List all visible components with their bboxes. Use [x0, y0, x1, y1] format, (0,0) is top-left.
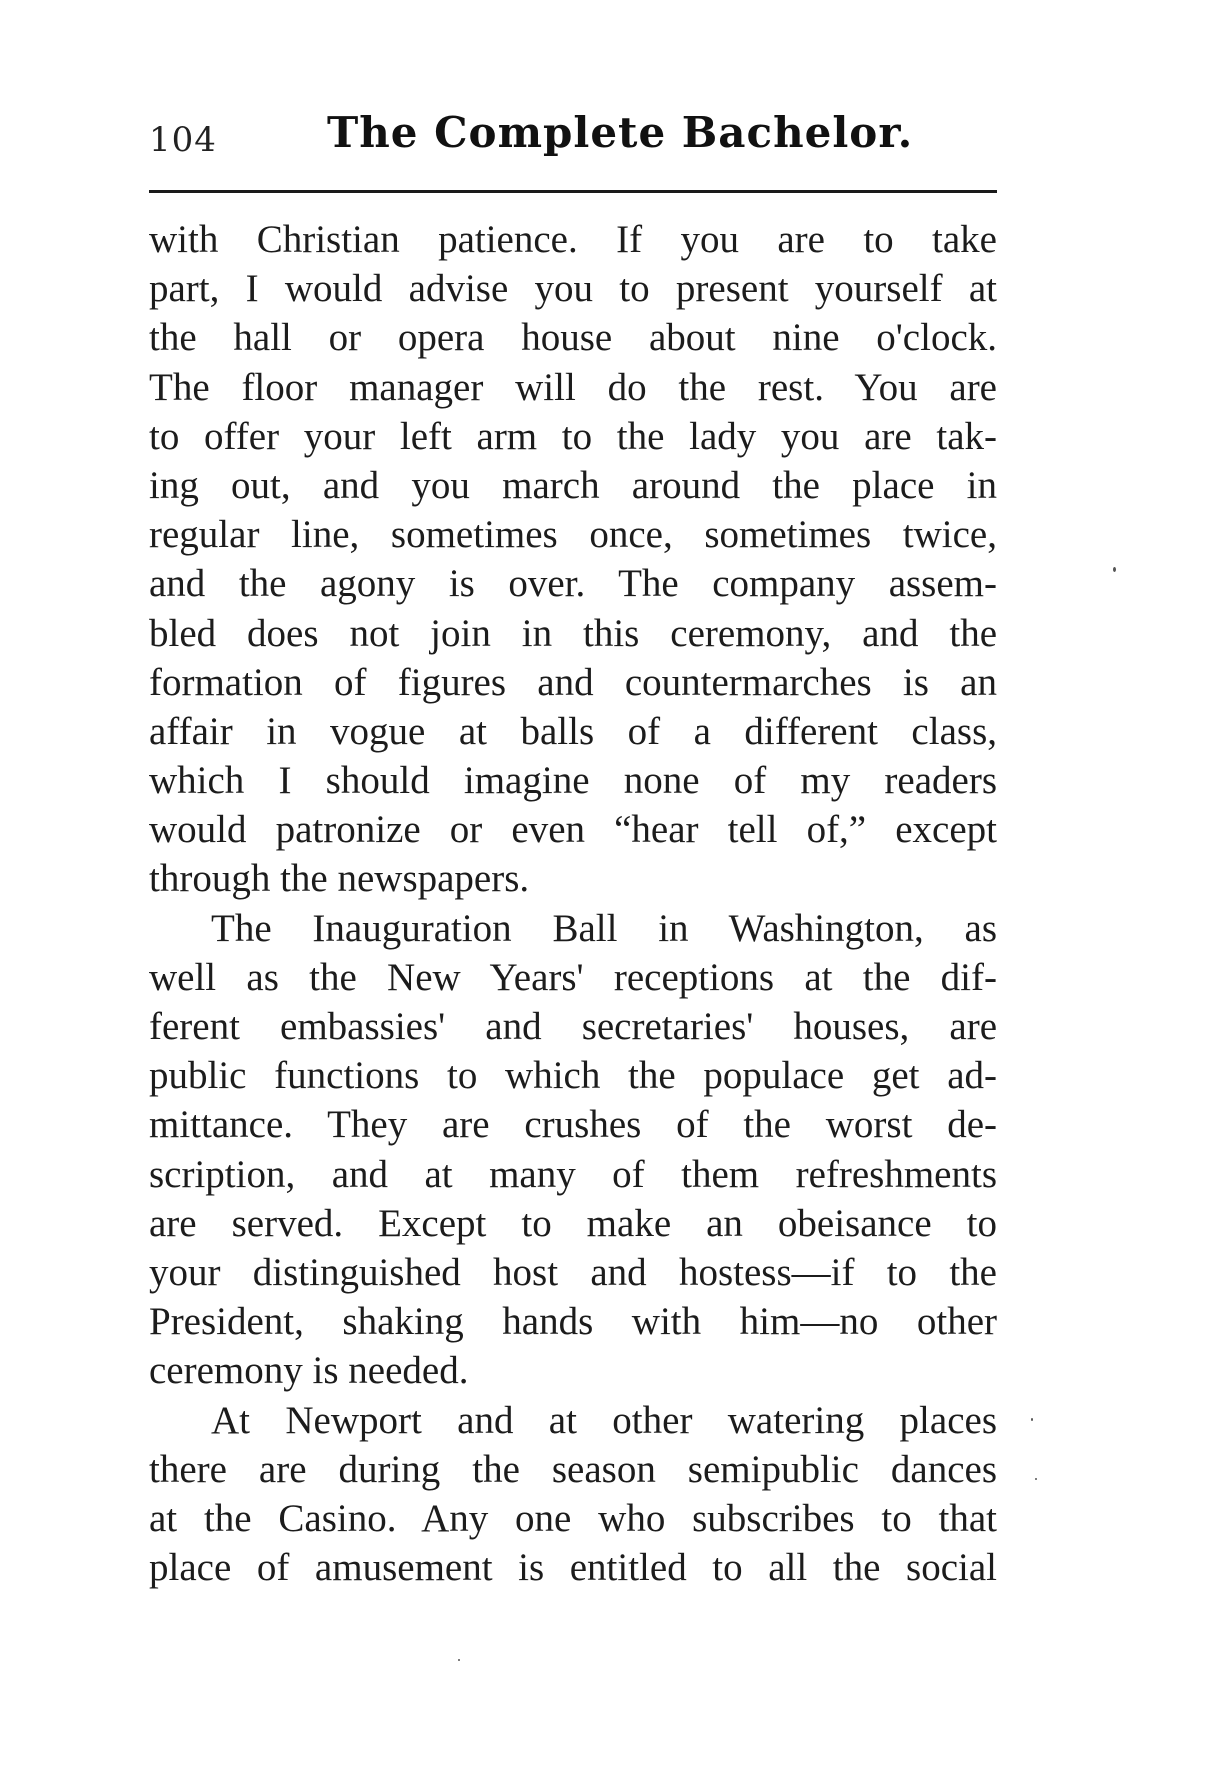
header-rule — [149, 190, 997, 193]
scan-speck — [458, 1659, 460, 1661]
scan-speck — [1113, 567, 1116, 572]
text-line: well as the New Years' receptions at the dif- — [149, 955, 997, 999]
text-line: regular line, sometimes once, sometimes twice, — [149, 513, 997, 557]
text-line: affair in vogue at balls of a different class, — [149, 709, 997, 753]
text-line: At Newport and at other watering places — [211, 1398, 997, 1442]
text-line: through the newspapers. — [149, 857, 530, 901]
paragraph-2 — [149, 904, 997, 1396]
text-line: the hall or opera house about nine o'clock. — [149, 316, 997, 360]
scan-speck — [1031, 1418, 1033, 1421]
page-number: 104 — [149, 120, 217, 160]
paragraph-3 — [149, 1396, 997, 1593]
text-line: and the agony is over. The company assem- — [149, 562, 997, 606]
text-line: mittance. They are crushes of the worst de- — [149, 1103, 997, 1147]
scan-speck — [1035, 1478, 1037, 1480]
text-line: ing out, and you march around the place in — [149, 463, 997, 507]
text-line: are served. Except to make an obeisance to — [149, 1201, 997, 1245]
text-line: President, shaking hands with him—no other — [149, 1300, 997, 1344]
text-line: with Christian patience. If you are to take — [149, 218, 997, 261]
text-line: formation of figures and countermarches is an — [149, 660, 997, 704]
text-line: ferent embassies' and secretaries' houses, are — [149, 1005, 997, 1048]
text-line: which I should imagine none of my readers — [149, 759, 997, 803]
text-line: at the Casino. Any one who subscribes to that — [149, 1496, 997, 1540]
paragraph-1 — [149, 215, 997, 904]
running-title: The Complete Bachelor. — [327, 108, 914, 157]
text-line: your distinguished host and hostess—if to the — [149, 1250, 997, 1294]
text-line: The floor manager will do the rest. You are — [149, 365, 997, 409]
text-line: scription, and at many of them refreshments — [149, 1152, 997, 1196]
text-line: part, I would advise you to present yourself at — [149, 267, 997, 311]
text-line: ceremony is needed. — [149, 1349, 469, 1393]
text-line: place of amusement is entitled to all the social — [149, 1546, 997, 1590]
text-line: there are during the season semipublic dances — [149, 1447, 997, 1491]
running-head — [149, 108, 997, 178]
text-line: would patronize or even “hear tell of,” except — [149, 808, 997, 852]
text-line: to offer your left arm to the lady you are tak- — [149, 414, 997, 458]
text-line: The Inauguration Ball in Washington, as — [211, 906, 997, 950]
body-text — [149, 215, 997, 1592]
text-line: bled does not join in this ceremony, and the — [149, 611, 997, 655]
text-line: public functions to which the populace get ad- — [149, 1054, 997, 1098]
